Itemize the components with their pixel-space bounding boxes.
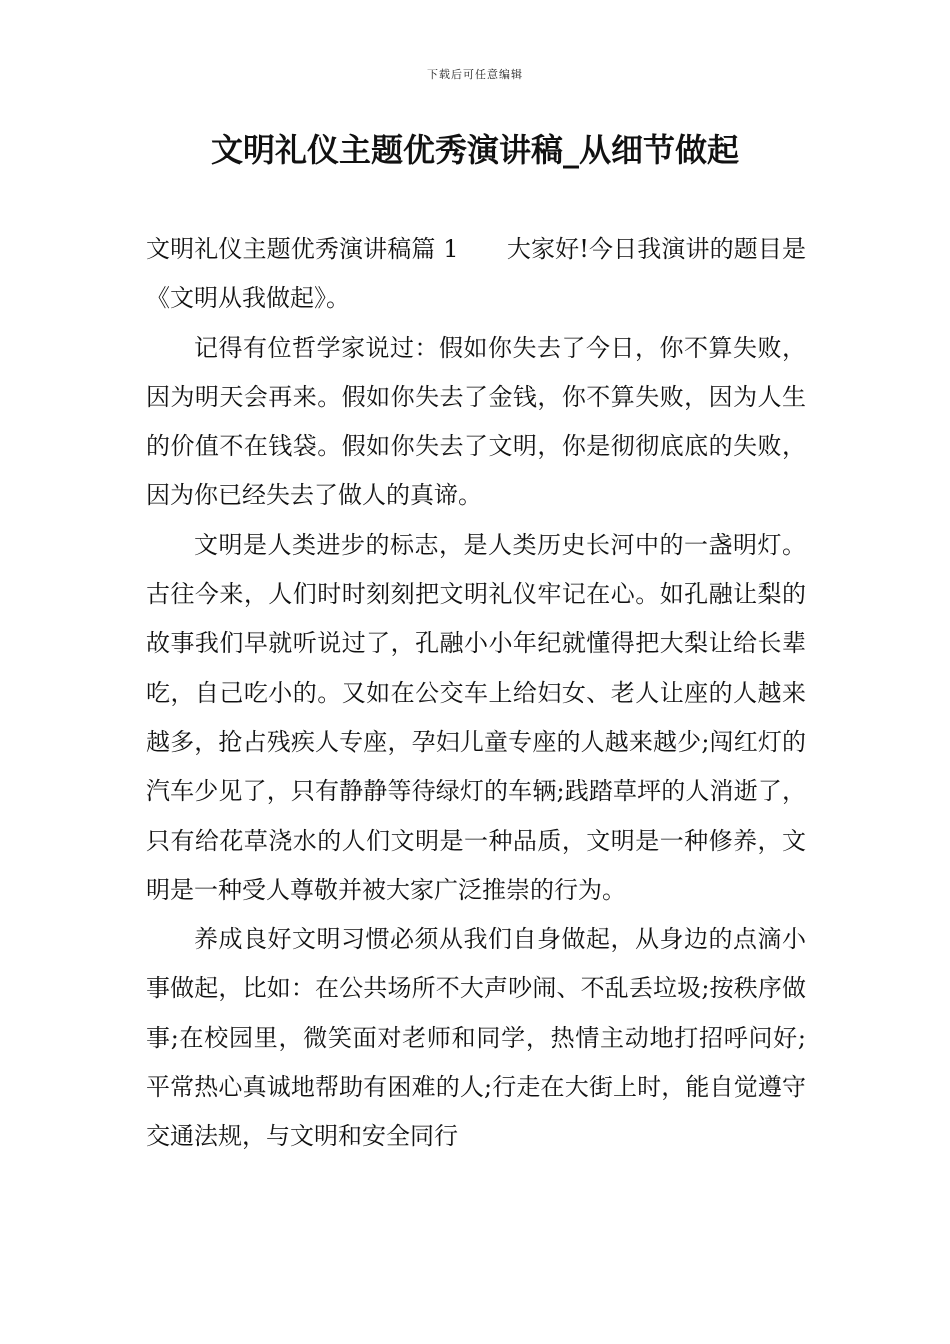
paragraph-philosopher: 记得有位哲学家说过：假如你失去了今日，你不算失败，因为明天会再来。假如你失去了金钱，你不算失败，因为人生的价值不在钱袋。假如你失去了文明，你是彻彻底底的失败，因为你已经失去了做人的真谛。 <box>146 333 806 510</box>
header-note: 下载后可任意编辑 <box>427 68 523 81</box>
paragraph-intro: 文明礼仪主题优秀演讲稿篇 1 大家好!今日我演讲的题目是《文明从我做起》。 <box>146 235 806 313</box>
paragraph-civilization: 文明是人类进步的标志，是人类历史长河中的一盏明灯。古往今来，人们时时刻刻把文明礼仪牢记在心。如孔融让梨的故事我们早就听说过了，孔融小小年纪就懂得把大梨让给长辈吃，自己吃小的。又如在公交车上给妇女、老人让座的人越来越多，抢占残疾人专座，孕妇儿童专座的人越来越少;闯红灯的汽车少见了，只有静静等待绿灯的车辆;践踏草坪的人消逝了，只有给花草浇水的人们文明是一种品质，文明是一种修养，文明是一种受人尊敬并被大家广泛推崇的行为。 <box>146 530 806 904</box>
document-body <box>146 225 806 1162</box>
paragraph-habits: 养成良好文明习惯必须从我们自身做起，从身边的点滴小事做起，比如：在公共场所不大声吵闹、不乱丢垃圾;按秩序做事;在校园里，微笑面对老师和同学，热情主动地打招呼问好;平常热心真诚地帮助有困难的人;行走在大街上时，能自觉遵守交通法规，与文明和安全同行 <box>146 925 806 1151</box>
document-title: 文明礼仪主题优秀演讲稿_从细节做起 <box>210 131 739 169</box>
